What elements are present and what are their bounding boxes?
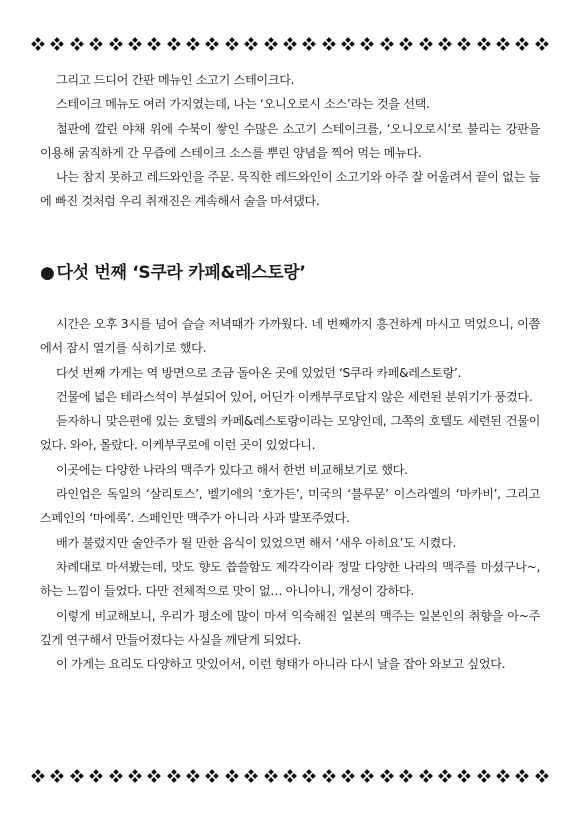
paragraph: 듣자하니 맞은편에 있는 호텔의 카페&레스토랑이라는 모양인데, 그쪽의 호텔도 세련된 건물이었다. 와아, 몰랐다. 이케부쿠로에 이런 곳이 있었다니. [40,414,540,453]
diamond-ornament-icon [516,770,528,782]
diamond-ornament-icon [71,38,83,50]
bottom-diamond-border [32,768,548,784]
diamond-ornament-icon [129,770,141,782]
diamond-ornament-icon [478,770,490,782]
paragraph: 다섯 번째 가게는 역 방면으로 조금 돌아온 곳에 있었던 ‘S쿠라 카페&레스토랑’. [56,365,462,380]
paragraph: 건물에 넓은 테라스석이 부설되어 있어, 어딘가 이케부쿠로답지 않은 세련된 분위기가 풍겼다. [56,389,533,404]
diamond-ornament-icon [245,38,257,50]
diamond-ornament-icon [381,770,393,782]
diamond-ornament-icon [497,38,509,50]
diamond-ornament-icon [32,770,44,782]
paragraph: 차례대로 마셔봤는데, 맛도 향도 씁쓸함도 제각각이라 정말 다양한 나라의 맥주를 마셨구나~, 하는 느낌이 들었다. 다만 전체적으로 맛이 없… 아니아니, 개성이 강하다. [40,559,540,599]
diamond-ornament-icon [323,38,335,50]
diamond-ornament-icon [381,38,393,50]
diamond-ornament-icon [265,770,277,782]
diamond-ornament-icon [71,770,83,782]
diamond-ornament-icon [478,38,490,50]
section-heading [40,258,540,283]
diamond-ornament-icon [420,38,432,50]
diamond-ornament-icon [303,770,315,782]
diamond-ornament-icon [110,770,122,782]
paragraph: 그리고 드디어 간판 메뉴인 소고기 스테이크다. [56,73,295,87]
diamond-ornament-icon [361,770,373,782]
diamond-ornament-icon [226,770,238,782]
diamond-ornament-icon [265,38,277,50]
top-diamond-border [32,36,548,52]
diamond-ornament-icon [323,770,335,782]
section-1-body [40,68,540,214]
diamond-ornament-icon [342,38,354,50]
diamond-ornament-icon [400,38,412,50]
paragraph: 배가 불렀지만 술안주가 될 만한 음식이 있었으면 해서 ‘새우 아히요’도 시켰다. [56,535,456,550]
diamond-ornament-icon [90,770,102,782]
diamond-ornament-icon [32,38,44,50]
paragraph: 스테이크 메뉴도 여러 가지였는데, 나는 ‘오니오로시 소스’라는 것을 선택. [56,97,430,112]
diamond-ornament-icon [129,38,141,50]
section-2-body [40,312,540,676]
diamond-ornament-icon [439,38,451,50]
paragraph: 이곳에는 다양한 나라의 맥주가 있다고 해서 한번 비교해보기로 했다. [56,462,408,477]
paragraph: 나는 참지 못하고 레드와인을 주문. 묵직한 레드와인이 소고기와 아주 잘 어울려서 끝이 없는 늪에 빠진 것처럼 우리 취재진은 계속해서 술을 마셔댔다. [40,170,540,209]
diamond-ornament-icon [51,38,63,50]
diamond-ornament-icon [497,770,509,782]
diamond-ornament-icon [284,770,296,782]
diamond-ornament-icon [516,38,528,50]
diamond-ornament-icon [226,38,238,50]
diamond-ornament-icon [168,38,180,50]
diamond-ornament-icon [110,38,122,50]
paragraph: 시간은 오후 3시를 넘어 슬슬 저녁때가 가까웠다. 네 번째까지 흥건하게 마시고 먹었으니, 이쯤에서 잠시 열기를 식히기로 했다. [40,317,540,356]
diamond-ornament-icon [342,770,354,782]
diamond-ornament-icon [536,770,548,782]
diamond-ornament-icon [458,38,470,50]
diamond-ornament-icon [187,770,199,782]
diamond-ornament-icon [361,38,373,50]
paragraph: 철판에 깔린 야채 위에 수북이 쌓인 수많은 소고기 스테이크를, ‘오니오로시’로 불리는 강판을 이용해 굵직하게 간 무즙에 스테이크 소스를 뿌린 양념을 찍어 먹는 메뉴다. [40,121,540,160]
diamond-ornament-icon [303,38,315,50]
diamond-ornament-icon [187,38,199,50]
diamond-ornament-icon [206,770,218,782]
diamond-ornament-icon [458,770,470,782]
bullet-icon: ● [40,263,55,283]
diamond-ornament-icon [168,770,180,782]
paragraph: 이 가게는 요리도 다양하고 맛있어서, 이런 형태가 아니라 다시 날을 잡아 와보고 싶었다. [56,657,506,672]
paragraph: 라인업은 독일의 ‘살리토스’, 벨기에의 ‘호가든’, 미국의 ‘블루문’ 이스라엘의 ‘마카비’, 그리고 스페인의 ‘마에록’. 스페인만 맥주가 아니라 사과 발포주였다. [40,487,540,526]
diamond-ornament-icon [420,770,432,782]
paragraph: 이렇게 비교해보니, 우리가 평소에 많이 마셔 익숙해진 일본의 맥주는 일본인의 취향을 아~주 깊게 연구해서 만들어졌다는 사실을 깨닫게 되었다. [40,608,540,647]
diamond-ornament-icon [536,38,548,50]
diamond-ornament-icon [148,770,160,782]
section-heading-text: 다섯 번째 ‘S쿠라 카페&레스토랑’ [56,263,306,283]
diamond-ornament-icon [400,770,412,782]
diamond-ornament-icon [90,38,102,50]
diamond-ornament-icon [439,770,451,782]
diamond-ornament-icon [206,38,218,50]
diamond-ornament-icon [51,770,63,782]
diamond-ornament-icon [284,38,296,50]
diamond-ornament-icon [245,770,257,782]
diamond-ornament-icon [148,38,160,50]
